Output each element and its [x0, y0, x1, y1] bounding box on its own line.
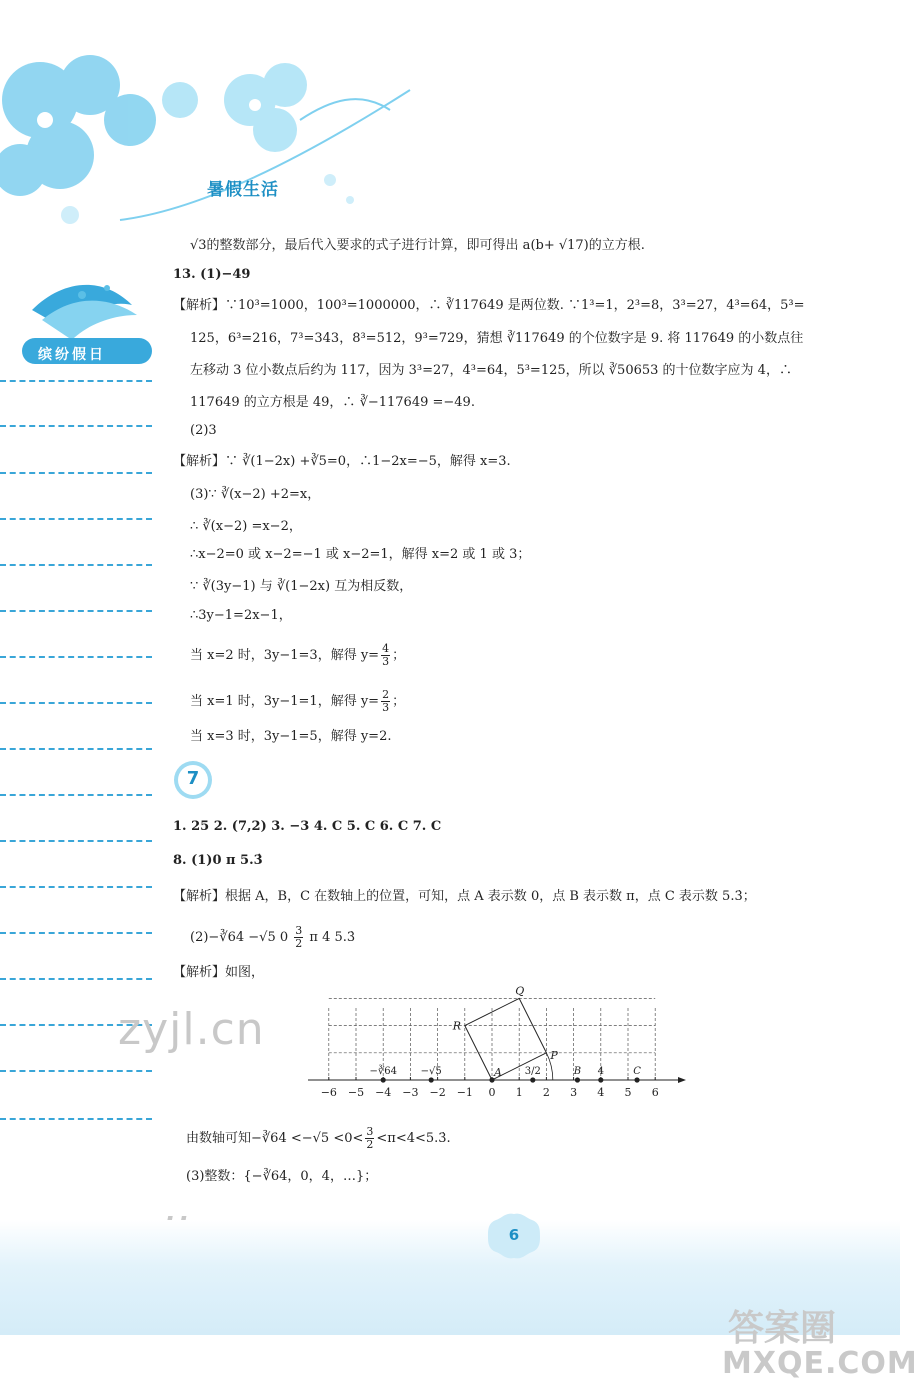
- chapter-number: 7: [186, 768, 200, 789]
- text-line: 117649 的立方根是 49，∴ ∛−117649 =−49.: [190, 395, 475, 410]
- point-dot: [575, 1077, 580, 1082]
- question-13-2: (2)3: [190, 423, 217, 438]
- axis-tick-label: 1: [515, 1086, 523, 1099]
- watermark: MXQE.COM: [722, 1346, 918, 1381]
- fraction-denominator: 2: [366, 1138, 374, 1151]
- note-line: [0, 610, 152, 612]
- note-line: [0, 794, 152, 796]
- axis-tick-label: −2: [429, 1086, 446, 1099]
- marked-value-label: 3/2: [524, 1066, 541, 1077]
- text-segment: (2)−∛64 −√5 0: [190, 930, 289, 945]
- fraction: [381, 689, 390, 714]
- text-line: ∴ ∛(x−2) =x−2，: [190, 519, 302, 534]
- note-line: [0, 748, 152, 750]
- question-13-1: 13. (1)−49: [173, 267, 251, 282]
- marked-value-label: C: [633, 1066, 641, 1077]
- point-dot: [489, 1077, 494, 1082]
- point-dot: [381, 1077, 386, 1082]
- axis-tick-label: 3: [570, 1086, 578, 1099]
- question-8-1: 8. (1)0 π 5.3̇: [173, 853, 263, 868]
- axis-tick-label: 0: [488, 1086, 496, 1099]
- fraction: [294, 925, 303, 950]
- text-line: ∴x−2=0 或 x−2=−1 或 x−2=1，解得 x=2 或 1 或 3；: [190, 547, 531, 562]
- axis-tick-label: 5: [624, 1086, 632, 1099]
- note-line: [0, 518, 152, 520]
- point-label: R: [452, 1019, 462, 1033]
- note-line: [0, 932, 152, 934]
- note-line: [0, 656, 152, 658]
- note-line: [0, 380, 152, 382]
- text-line: ∴3y−1=2x−1，: [190, 608, 292, 623]
- fraction-numerator: 3: [295, 924, 303, 937]
- axis-arrow-icon: [678, 1077, 686, 1083]
- point-dot: [530, 1077, 535, 1082]
- fraction-numerator: 3: [366, 1125, 374, 1138]
- banner-title: 暑假生活: [207, 180, 279, 200]
- axis-tick-label: 2: [542, 1086, 550, 1099]
- fraction-numerator: 4: [382, 642, 390, 655]
- marked-value-label: −∛64: [369, 1066, 397, 1077]
- badge-label: 缤纷假日: [38, 347, 106, 363]
- answers-1-7: 1. 25 2. (7,2) 3. −3 4. C 5. C 6. C 7. C: [173, 819, 442, 834]
- text-segment: <π<4<5.3̇.: [376, 1131, 451, 1146]
- axis-tick-label: −4: [375, 1086, 392, 1099]
- marked-value-label: 4: [597, 1066, 604, 1077]
- note-line: [0, 1070, 152, 1072]
- fraction-denominator: 3: [382, 655, 390, 668]
- axis-tick-label: −5: [347, 1086, 365, 1099]
- text-segment: ；: [392, 648, 406, 663]
- text-segment: π 4 5.3̇: [309, 930, 356, 945]
- text-line: 【解析】∵10³=1000，100³=1000000，∴ ∛117649 是两位数. ∵1³=1，2³=8，3³=27，4³=64，5³=: [173, 298, 805, 313]
- watermark: 答案圈: [728, 1308, 837, 1349]
- point-dot: [634, 1077, 639, 1082]
- note-line: [0, 425, 152, 427]
- note-line: [0, 472, 152, 474]
- axis-tick-label: −6: [320, 1086, 337, 1099]
- text-line: 【解析】如图，: [173, 965, 265, 980]
- point-label: Q: [515, 984, 525, 998]
- point-dot: [598, 1077, 603, 1082]
- marked-value-label: −√5: [420, 1066, 442, 1077]
- watermark: zyjl.cn: [118, 1004, 265, 1055]
- text-line: 125，6³=216，7³=343，8³=512，9³=729，猜想 ∛117649 的个位数字是 9. 将 117649 的小数点往: [190, 331, 804, 346]
- fraction-numerator: 2: [382, 688, 390, 701]
- point-label: P: [550, 1048, 558, 1062]
- text-segment: ；: [392, 694, 406, 709]
- text-line: ∵ ∛(3y−1) 与 ∛(1−2x) 互为相反数，: [190, 579, 413, 594]
- note-line: [0, 1118, 152, 1120]
- text-line: 【解析】根据 A，B，C 在数轴上的位置，可知，点 A 表示数 0，点 B 表示数 π，点 C 表示数 5.3̇；: [173, 889, 756, 904]
- text-line: 左移动 3 位小数点后约为 117，因为 3³=27，4³=64，5³=125，所以 ∛50653 的十位数字应为 4，∴: [190, 363, 792, 378]
- point-label: A: [494, 1066, 502, 1079]
- text-line: (3)整数：{−∛64，0，4，…}；: [186, 1169, 378, 1184]
- fraction-denominator: 2: [295, 937, 303, 950]
- text-line: [190, 689, 405, 714]
- text-line: [186, 1126, 451, 1151]
- point-dot: [429, 1077, 434, 1082]
- note-line: [0, 886, 152, 888]
- text-segment: 当 x=2 时，3y−1=3，解得 y=: [190, 648, 380, 663]
- axis-tick-label: 4: [597, 1086, 605, 1099]
- fraction-denominator: 3: [382, 701, 390, 714]
- text-line: (3)∵ ∛(x−2) +2=x，: [190, 487, 321, 502]
- floral-banner-decoration: [0, 60, 420, 230]
- text-segment: 由数轴可知−∛64 <−√5 <0<: [186, 1131, 364, 1146]
- text-line: [190, 925, 355, 950]
- fraction: [365, 1126, 374, 1151]
- note-line: [0, 840, 152, 842]
- text-line: 当 x=3 时，3y−1=5，解得 y=2.: [190, 729, 392, 744]
- text-line: [190, 643, 405, 668]
- text-line: √3的整数部分，最后代入要求的式子进行计算，即可得出 a(b+ √17)的立方根.: [190, 238, 645, 253]
- note-line: [0, 702, 152, 704]
- axis-tick-label: −1: [456, 1086, 473, 1099]
- number-line-figure: [300, 984, 690, 1110]
- text-segment: 当 x=1 时，3y−1=1，解得 y=: [190, 694, 380, 709]
- note-line: [0, 564, 152, 566]
- axis-tick-label: −3: [402, 1086, 419, 1099]
- axis-tick-label: 6: [651, 1086, 659, 1099]
- text-line: 【解析】∵ ∛(1−2x) +∛5=0，∴1−2x=−5，解得 x=3.: [173, 454, 511, 469]
- marked-value-label: B: [573, 1066, 582, 1077]
- page-number: 6: [508, 1226, 520, 1244]
- note-line: [0, 978, 152, 980]
- fraction: [381, 643, 390, 668]
